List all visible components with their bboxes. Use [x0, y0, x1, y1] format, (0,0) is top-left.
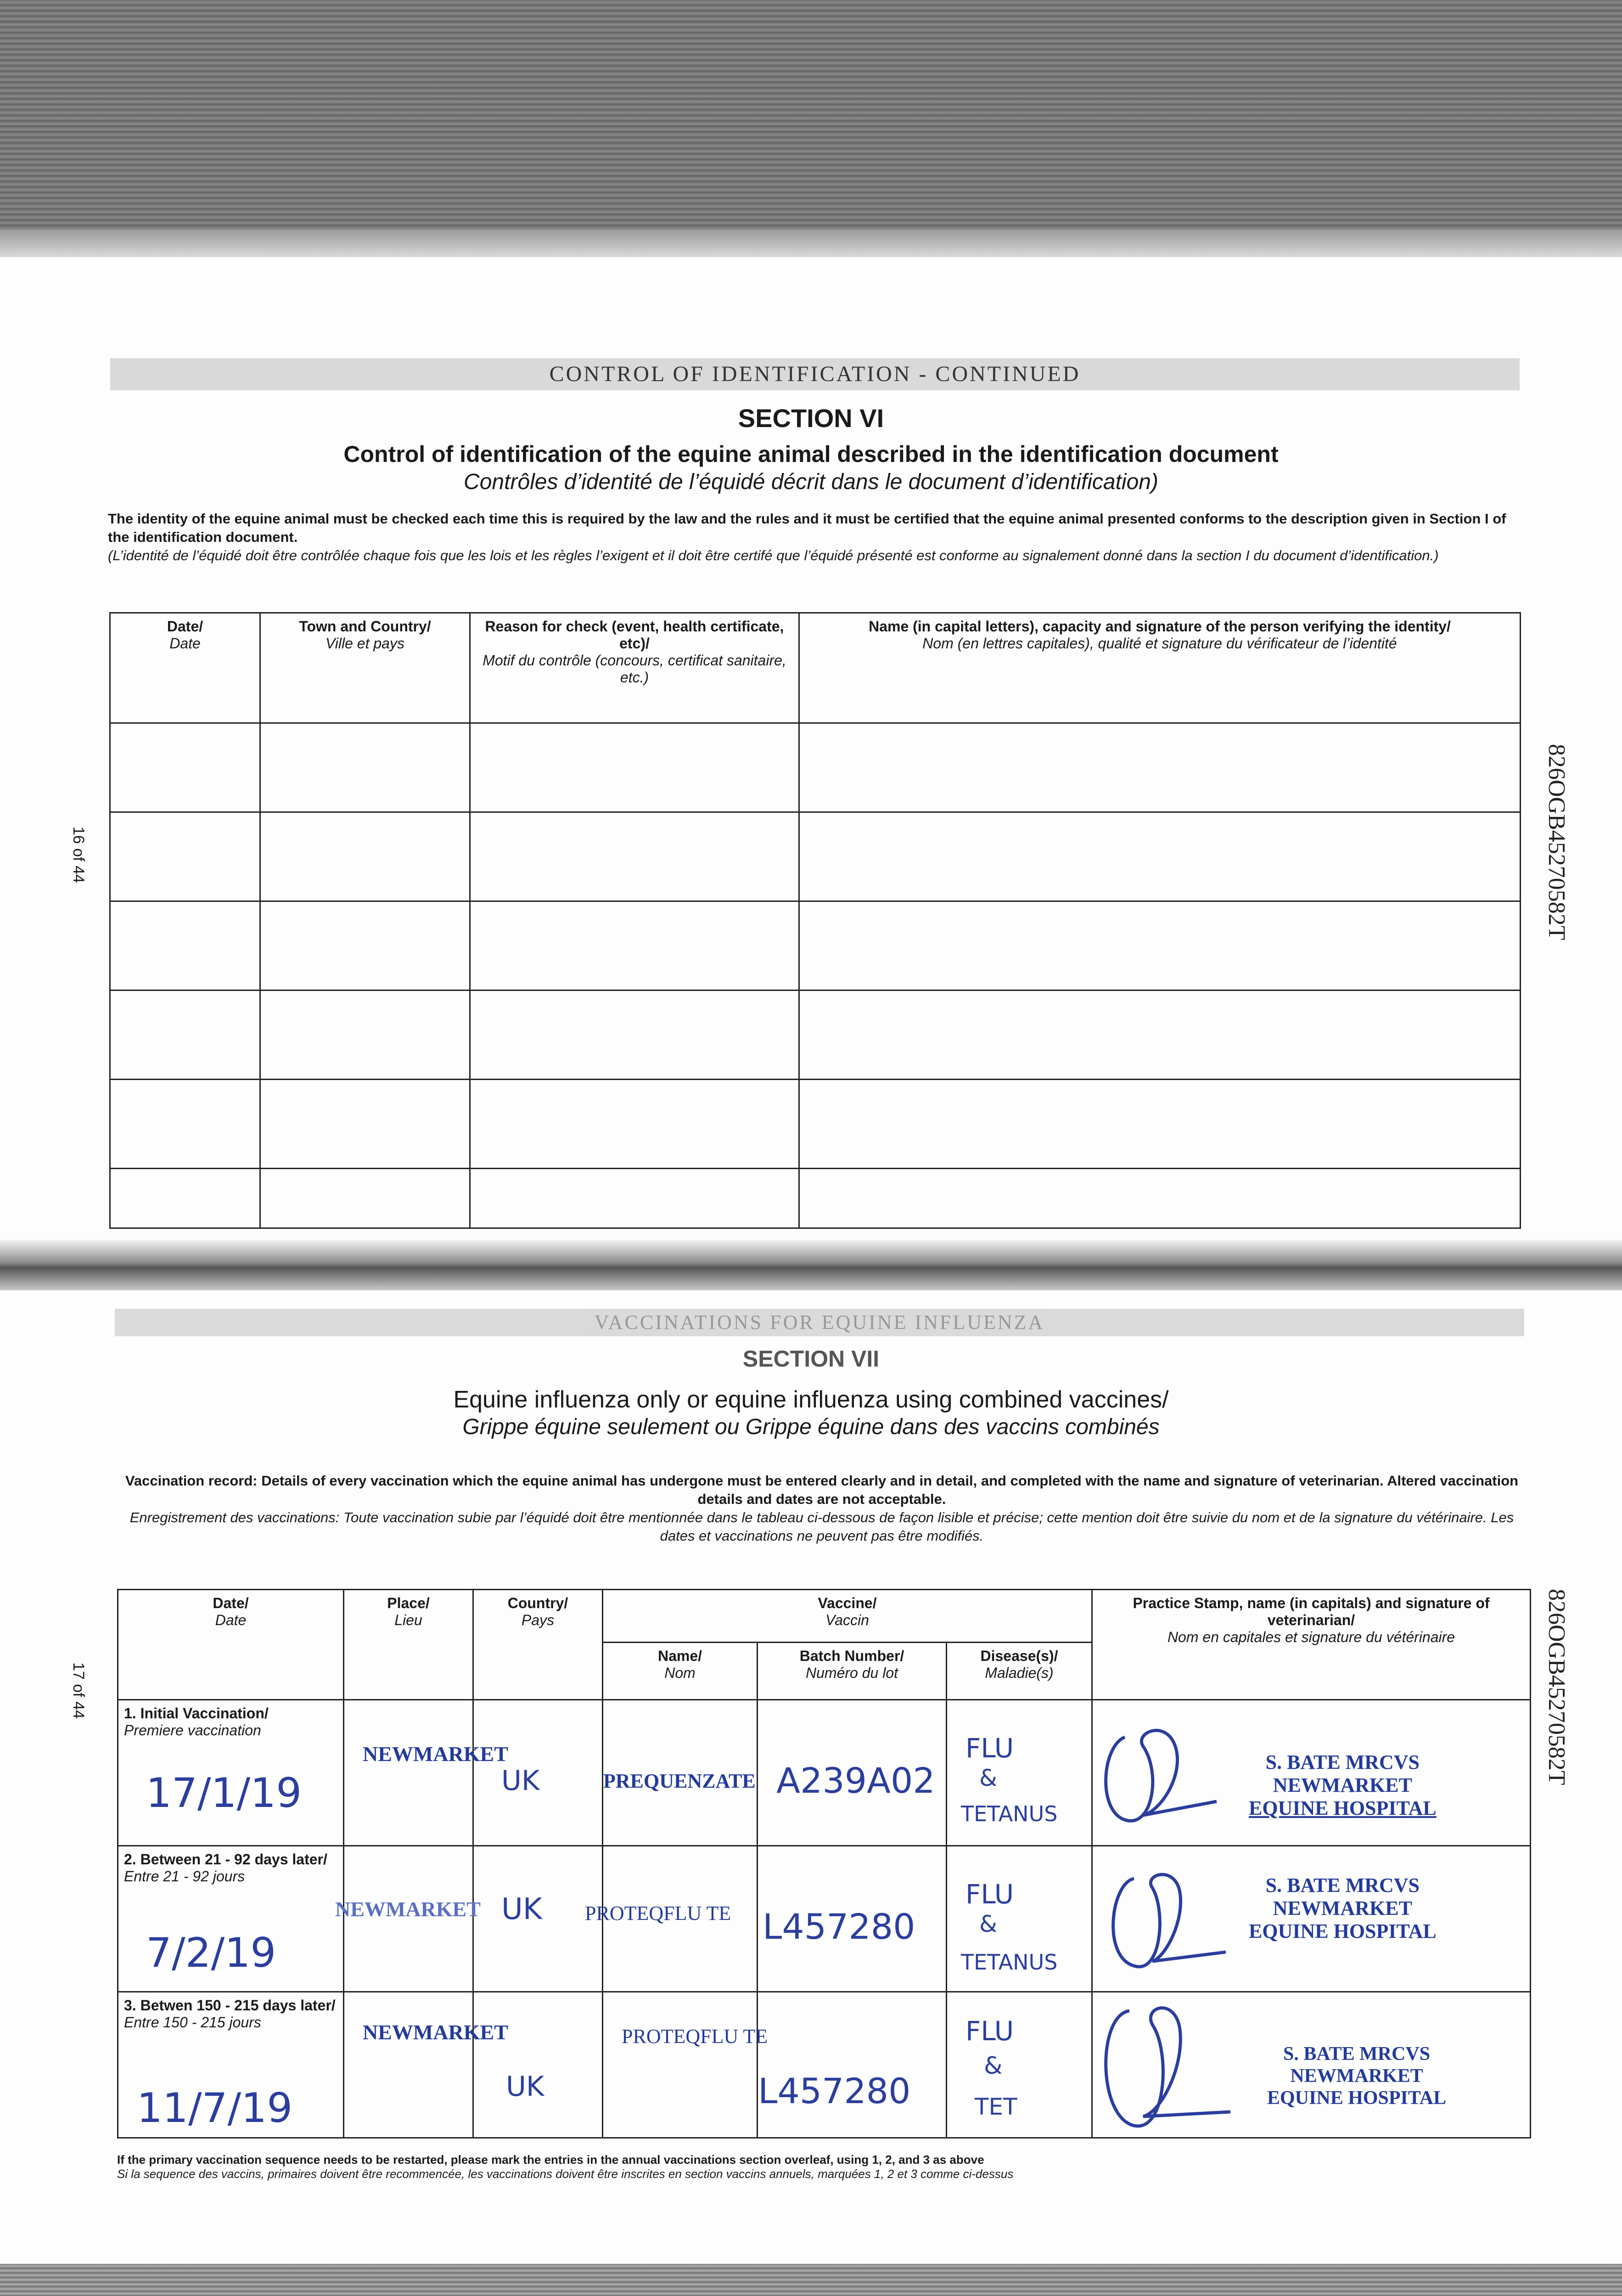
vaccine-name-cell[interactable] [585, 1846, 758, 1992]
vaccine-name-cell[interactable] [603, 1700, 758, 1846]
practice-stamp-cell[interactable] [1092, 1992, 1531, 2138]
cell[interactable] [799, 723, 1521, 812]
section7-subtitle-fr: Grippe équine seulement ou Grippe équine dans des vaccins combinés [462, 1415, 1160, 1439]
table-row [110, 990, 1521, 1080]
handwritten-batch: L457280 [763, 1906, 915, 1947]
place-cell[interactable] [335, 1846, 481, 1992]
handwritten-and: & [979, 1765, 997, 1791]
cell[interactable] [470, 1169, 799, 1228]
section6-intro-en: The identity of the equine animal must be checked each time this is required by the law and the rules and it must be certified that the equine animal presented conforms to the description given in Section I of the identification document. [108, 511, 1506, 545]
date-cell[interactable] [118, 1700, 344, 1846]
section7-banner: VACCINATIONS FOR EQUINE INFLUENZA [115, 1309, 1524, 1336]
disease-cell[interactable] [947, 1846, 1092, 1992]
section7-title: SECTION VII [742, 1346, 880, 1372]
vet-signature [1102, 1860, 1230, 1980]
section7-intro-en: Vaccination record: Details of every vaccination which the equine animal has undergone must be entered clearly and in detail, and completed with the name and signature of veterinarian. Altered vaccination details and dates are not acceptable. [125, 1473, 1519, 1507]
handwritten-country: UK [501, 1892, 542, 1926]
vet-stamp [1249, 1751, 1437, 1820]
place-cell[interactable] [344, 1992, 508, 2138]
place-stamp: NEWMARKET [335, 1897, 481, 1921]
col-batch: Batch Number/ Numéro du lot [758, 1643, 947, 1700]
vaccine-stamp: PREQUENZATE [603, 1770, 756, 1792]
practice-stamp-cell[interactable] [1092, 1700, 1531, 1846]
section6-intro-fr: (L’identité de l’équidé doit être contrôlée chaque fois que les lois et les règles l’exigent et il doit être certifé que l’équidé présenté est conforme au signalement donné dans la section I du document d’identification.) [108, 547, 1439, 563]
col-disease: Disease(s)/ Maladie(s) [947, 1643, 1092, 1700]
cell[interactable] [110, 1080, 260, 1169]
handwritten-and: & [979, 1911, 997, 1937]
col-country: Country/ Pays [473, 1590, 603, 1700]
vaccine-name-cell[interactable] [603, 1992, 768, 2138]
vet-practice: EQUINE HOSPITAL [1249, 1920, 1437, 1942]
footer-note-fr: Si la sequence des vaccins, primaires doivent être recommencée, les vaccinations doivent être inscrites en section vaccins annuels, marquées 1, 2 et 3 comme ci-dessus [117, 2167, 1014, 2181]
handwritten-disease: FLU [965, 1879, 1014, 1910]
identity-check-table [109, 612, 1521, 1229]
handwritten-disease: FLU [965, 1733, 1014, 1764]
col-reason: Reason for check (event, health certificate, etc)/ Motif du contrôle (concours, certificat sanitaire, etc.) [470, 613, 799, 723]
vet-practice: EQUINE HOSPITAL [1249, 1797, 1437, 1819]
handwritten-date: 7/2/19 [146, 1929, 276, 1976]
vet-town: NEWMARKET [1290, 2065, 1423, 2087]
page-number-17: 17 of 44 [70, 1662, 87, 1719]
cell[interactable] [470, 1080, 799, 1169]
vet-signature [1097, 1997, 1235, 2135]
cell[interactable] [470, 901, 799, 990]
handwritten-batch: A239A02 [776, 1760, 935, 1801]
vet-name: S. BATE MRCVS [1265, 1874, 1420, 1896]
vet-town: NEWMARKET [1273, 1897, 1412, 1919]
place-stamp: NEWMARKET [363, 1742, 508, 1766]
vet-signature [1097, 1719, 1226, 1834]
table-row [110, 723, 1521, 812]
col-place: Place/ Lieu [344, 1590, 473, 1700]
section7-intro [119, 1472, 1524, 1545]
place-cell[interactable] [344, 1700, 508, 1846]
handwritten-disease-2: TETANUS [961, 1950, 1058, 1975]
col-date: Date/ Date [118, 1590, 344, 1700]
table-row [110, 901, 1521, 990]
batch-cell[interactable] [758, 1992, 947, 2138]
country-cell[interactable] [473, 1992, 603, 2138]
identity-check-header-row [110, 613, 1521, 723]
vaccination-row-2 [118, 1846, 1531, 1992]
col-date: Date/ Date [110, 613, 260, 723]
vaccination-table [117, 1589, 1531, 2138]
cell[interactable] [110, 990, 260, 1080]
footer-note-en: If the primary vaccination sequence needs to be restarted, please mark the entries in the annual vaccinations section overleaf, using 1, 2, and 3 as above [117, 2153, 984, 2167]
handwritten-disease-2: TETANUS [961, 1801, 1058, 1826]
cell[interactable] [260, 990, 470, 1080]
col-town-country: Town and Country/ Ville et pays [260, 613, 470, 723]
col-vaccine-name: Name/ Nom [603, 1643, 758, 1700]
vet-name: S. BATE MRCVS [1283, 2043, 1431, 2065]
cell[interactable] [470, 812, 799, 901]
vaccination-header-row [118, 1590, 1531, 1643]
batch-cell[interactable] [758, 1846, 947, 1992]
cell[interactable] [110, 812, 260, 901]
handwritten-and: & [984, 2052, 1003, 2080]
batch-cell[interactable] [758, 1700, 947, 1846]
scanner-background-bottom [0, 2264, 1622, 2296]
vaccination-row-3 [118, 1992, 1531, 2138]
cell[interactable] [260, 1080, 470, 1169]
cell[interactable] [260, 1169, 470, 1228]
row-label: 1. Initial Vaccination/ [124, 1705, 269, 1722]
cell[interactable] [799, 1169, 1521, 1228]
section6-subtitle-fr: Contrôles d’identité de l’équidé décrit dans le document d’identification) [464, 470, 1158, 494]
row-label-fr: Entre 150 - 215 jours [124, 2014, 261, 2031]
page-number-16: 16 of 44 [70, 827, 87, 883]
handwritten-disease: FLU [965, 2015, 1014, 2047]
table-row [110, 1169, 1521, 1228]
cell[interactable] [260, 723, 470, 812]
handwritten-disease-2: TET [975, 2093, 1017, 2120]
cell[interactable] [799, 990, 1521, 1080]
vet-name: S. BATE MRCVS [1265, 1751, 1420, 1773]
row-label-fr: Entre 21 - 92 jours [124, 1868, 245, 1885]
handwritten-country: UK [501, 1765, 540, 1797]
vet-stamp [1249, 1874, 1437, 1943]
vet-town: NEWMARKET [1273, 1774, 1412, 1796]
handwritten-country: UK [506, 2071, 544, 2103]
vet-stamp [1267, 2043, 1446, 2109]
table-row [110, 812, 1521, 901]
date-cell[interactable] [118, 1846, 344, 1992]
disease-cell[interactable] [947, 1700, 1092, 1846]
section6-subtitle: Control of identification of the equine animal described in the identification document [343, 441, 1279, 467]
date-cell[interactable] [118, 1992, 344, 2138]
cell[interactable] [470, 990, 799, 1080]
col-vaccine: Vaccine/ Vaccin [603, 1590, 1092, 1643]
section6-intro [108, 510, 1522, 565]
disease-cell[interactable] [947, 1992, 1092, 2138]
cell[interactable] [799, 812, 1521, 901]
col-name-signature: Name (in capital letters), capacity and signature of the person verifying the identity/ Nom (en lettres capitales), qualité et signature du vérificateur de l’identité [799, 613, 1521, 723]
section6-banner: CONTROL OF IDENTIFICATION - CONTINUED [110, 358, 1520, 390]
scanner-background-top [0, 0, 1622, 248]
vet-practice: EQUINE HOSPITAL [1267, 2088, 1447, 2109]
cell[interactable] [260, 901, 470, 990]
col-practice-stamp: Practice Stamp, name (in capitals) and signature of veterinarian/ Nom en capitales et signature du vétérinaire [1092, 1590, 1531, 1700]
table-row [110, 1080, 1521, 1169]
page-fold [0, 1240, 1622, 1290]
footer-note [117, 2153, 1013, 2181]
side-code-top: 826OGB45270582T [1543, 744, 1570, 940]
cell[interactable] [110, 723, 260, 812]
row-label: 2. Between 21 - 92 days later/ [124, 1851, 327, 1868]
cell[interactable] [799, 901, 1521, 990]
vaccine-stamp: PROTEQFLU TE [585, 1902, 731, 1925]
handwritten-date: 11/7/19 [137, 2084, 293, 2132]
handwritten-date: 17/1/19 [146, 1769, 302, 1817]
section7-intro-fr: Enregistrement des vaccinations: Toute vaccination subie par l’équidé doit être mentionnée dans le tableau ci-dessous de façon lisible et précise; cette mention doit être suivie du nom et de la signature du vétérinaire. Les dates et vaccinations ne peuvent pas être modifiés. [129, 1509, 1514, 1544]
practice-stamp-cell[interactable] [1092, 1846, 1531, 1992]
cell[interactable] [110, 901, 260, 990]
section6-title: SECTION VI [738, 404, 884, 433]
row-label-fr: Premiere vaccination [124, 1722, 261, 1739]
vaccine-stamp: PROTEQFLU TE [622, 2025, 768, 2048]
country-cell[interactable] [473, 1700, 603, 1846]
side-code-bottom: 826OGB45270582T [1543, 1589, 1570, 1785]
place-stamp: NEWMARKET [363, 2020, 508, 2044]
cell[interactable] [470, 723, 799, 812]
cell[interactable] [799, 1080, 1521, 1169]
row-label: 3. Betwen 150 - 215 days later/ [124, 1997, 336, 2014]
cell[interactable] [110, 1169, 260, 1228]
cell[interactable] [260, 812, 470, 901]
handwritten-batch: L457280 [758, 2071, 911, 2111]
country-cell[interactable] [473, 1846, 603, 1992]
section7-subtitle: Equine influenza only or equine influenza using combined vaccines/ [453, 1386, 1169, 1413]
vaccination-row-1 [118, 1700, 1531, 1846]
